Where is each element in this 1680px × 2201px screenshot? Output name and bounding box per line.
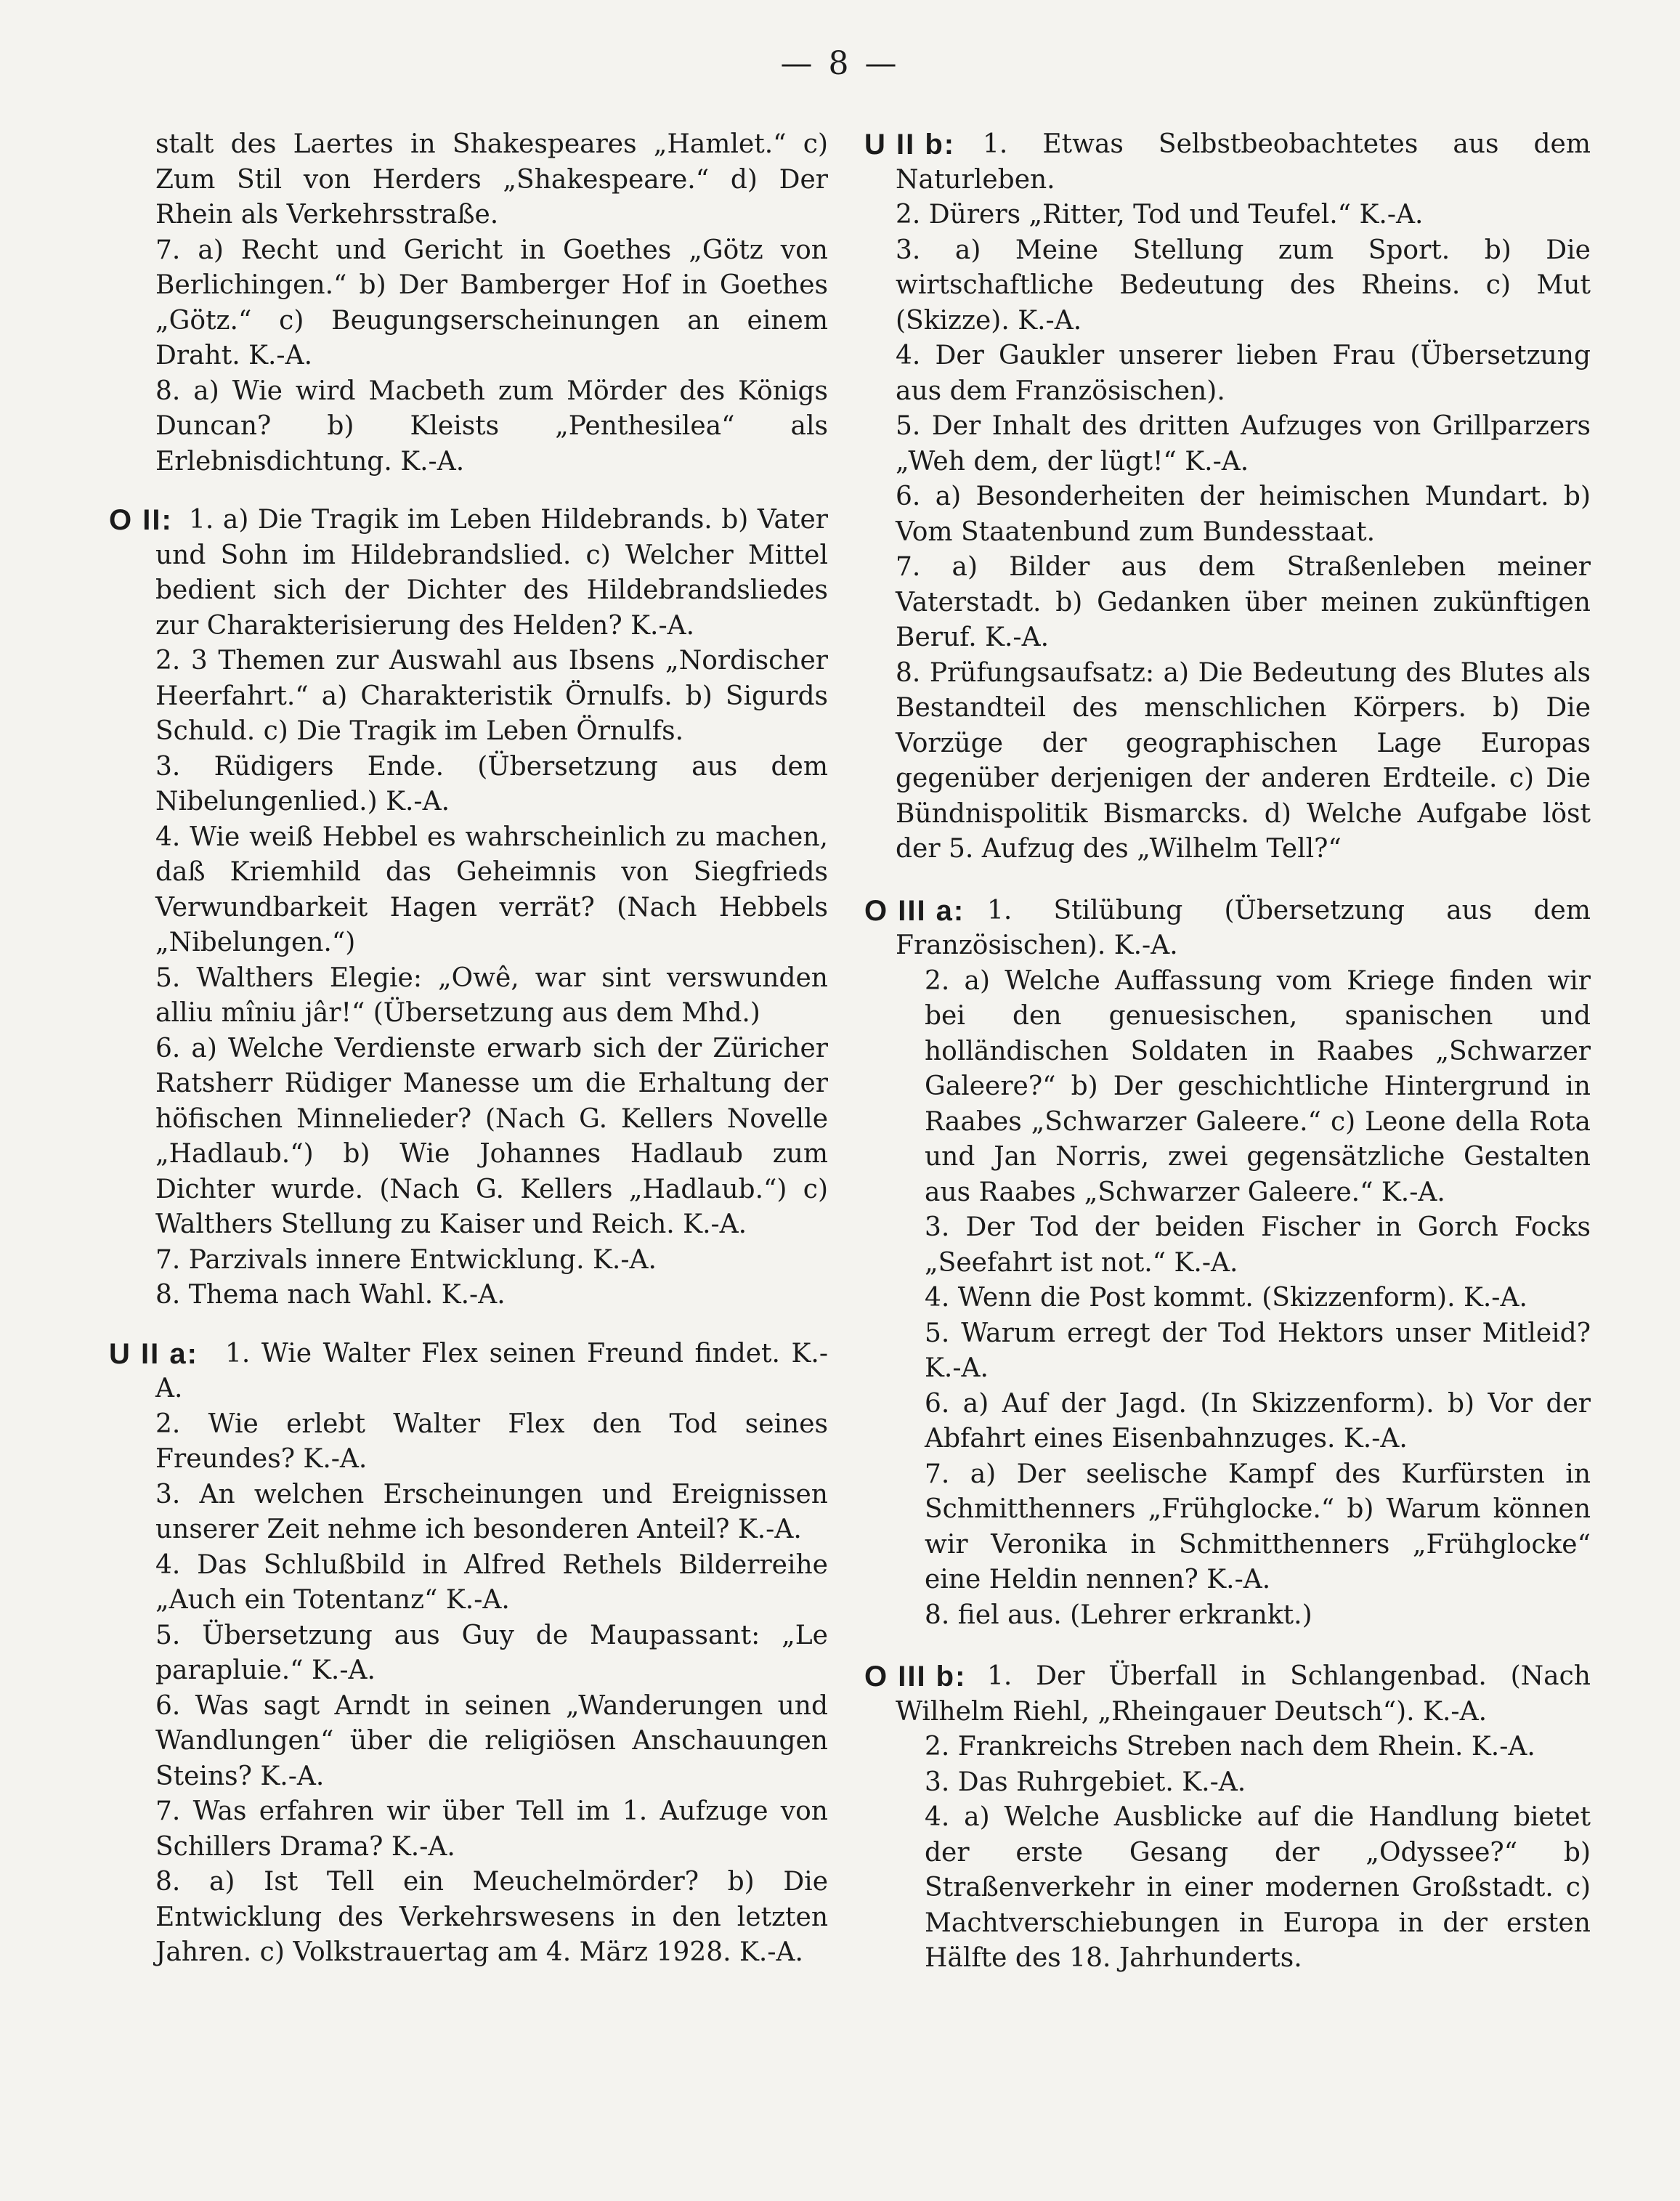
section-heading: U II a: [109,1337,198,1370]
list-item: 3. Das Ruhrgebiet. K.-A. [925,1767,1246,1797]
section-heading: U II b: [864,129,956,161]
list-item: 2. a) Welche Auffassung vom Kriege finden wir bei den genuesischen, spanischen und holländischen Soldaten in Raabes „Schwarzer Galeere?“ b) Der geschichtliche Hintergrund in Raabes „Schwarzer Galeere.“ c) Leone della Rota und Jan Norris, zwei gegensätzliche Gestalten aus Raabes „Schwarzer Galeere.“ K.-A. [925,965,1591,1207]
list-item: 1. a) Die Tragik im Leben Hildebrands. b) Vater und Sohn im Hildebrandslied. c) Welcher Mittel bedient sich der Dichter des Hildebrandsliedes zur Charakterisierung des Helden? K.-A. [155,505,828,641]
list-item: 5. Warum erregt der Tod Hektors unser Mitleid? K.-A. [925,1318,1591,1383]
section-o-iii-b [864,1659,1591,1977]
list-item: 2. Dürers „Ritter, Tod und Teufel.“ K.-A. [896,200,1424,230]
list-item: 8. a) Ist Tell ein Meuchelmörder? b) Die Entwicklung des Verkehrswesens in den letzten Jahren. c) Volkstrauertag am 4. März 1928. K.-A. [155,1867,828,1967]
list-item: 2. 3 Themen zur Auswahl aus Ibsens „Nordischer Heerfahrt.“ a) Charakteristik Örnulfs. b) Sigurds Schuld. c) Die Tragik im Leben Örnulfs. [155,646,828,746]
section-u-ii-a [109,1337,828,1971]
list-item: 1. Etwas Selbstbeobachtetes aus dem Naturleben. [896,129,1591,195]
list-item: 3. a) Meine Stellung zum Sport. b) Die wirtschaftliche Bedeutung des Rheins. c) Mut (Skizze). K.-A. [896,235,1591,336]
list-item: 7. a) Bilder aus dem Straßenleben meiner Vaterstadt. b) Gedanken über meinen zukünftigen Beruf. K.-A. [896,552,1591,652]
list-item: 2. Wie erlebt Walter Flex den Tod seines Freundes? K.-A. [155,1408,828,1474]
list-item: stalt des Laertes in Shakespeares „Hamlet.“ c) Zum Stil von Herders „Shakespeare.“ d) Der Rhein als Verkehrsstraße. [155,129,828,230]
list-item: 4. a) Welche Ausblicke auf die Handlung bietet der erste Gesang der „Odyssee?“ b) Straßenverkehr in einer modernen Großstadt. c) Machtverschiebungen in Europa in der ersten Hälfte des 18. Jahrhunderts. [925,1802,1591,1973]
list-item: 7. a) Recht und Gericht in Goethes „Götz von Berlichingen.“ b) Der Bamberger Hof in Goethes „Götz.“ c) Beugungserscheinungen an einem Draht. K.-A. [155,235,828,370]
section-o-ii [109,503,828,1313]
list-item: 8. a) Wie wird Macbeth zum Mörder des Königs Duncan? b) Kleists „Penthesilea“ als Erlebnisdichtung. K.-A. [155,376,828,477]
list-item: 5. Walthers Elegie: „Owê, war sint verswunden alliu mîniu jâr!“ (Übersetzung aus dem Mhd.) [155,962,828,1028]
list-item: 6. a) Welche Verdienste erwarb sich der Züricher Ratsherr Rüdiger Manesse um die Erhaltung der höfischen Minnelieder? (Nach G. Kellers Novelle „Hadlaub.“) b) Wie Johannes Hadlaub zum Dichter wurde. (Nach G. Kellers „Hadlaub.“) c) Walthers Stellung zu Kaiser und Reich. K.-A. [155,1033,828,1239]
section-heading: O III b: [864,1661,967,1693]
list-item: 6. a) Besonderheiten der heimischen Mundart. b) Vom Staatenbund zum Bundesstaat. [896,482,1591,547]
section-heading: O III a: [864,894,965,927]
list-item: 6. Was sagt Arndt in seinen „Wanderungen und Wandlungen“ über die religiösen Anschauungen Steins? K.-A. [155,1690,828,1791]
list-item: 1. Wie Walter Flex seinen Freund findet. K.-A. [155,1338,828,1403]
section-u-ii-b [864,127,1591,867]
list-item: 4. Das Schlußbild in Alfred Rethels Bilderreihe „Auch ein Totentanz“ K.-A. [155,1549,828,1615]
page-number: — 8 — [780,45,900,82]
list-item: 8. Thema nach Wahl. K.-A. [155,1280,506,1310]
list-item: 7. Was erfahren wir über Tell im 1. Aufzuge von Schillers Drama? K.-A. [155,1796,828,1862]
section-o-iii-a [864,893,1591,1634]
list-item: 7. Parzivals innere Entwicklung. K.-A. [155,1244,657,1275]
section-continuation [109,127,828,479]
list-item: 5. Übersetzung aus Guy de Maupassant: „Le parapluie.“ K.-A. [155,1620,828,1685]
list-item: 5. Der Inhalt des dritten Aufzuges von Grillparzers „Weh dem, der lügt!“ K.-A. [896,411,1591,477]
list-item: 3. An welchen Erscheinungen und Ereignissen unserer Zeit nehme ich besonderen Anteil? K.-A. [155,1479,828,1544]
list-item: 4. Der Gaukler unserer lieben Frau (Übersetzung aus dem Französischen). [896,341,1591,406]
list-item: 1. Stilübung (Übersetzung aus dem Französischen). K.-A. [896,895,1591,960]
list-item: 4. Wenn die Post kommt. (Skizzenform). K.-A. [925,1283,1527,1313]
list-item: 6. a) Auf der Jagd. (In Skizzenform). b) Vor der Abfahrt eines Eisenbahnzuges. K.-A. [925,1388,1591,1454]
right-column [864,127,1591,2003]
list-item: 3. Der Tod der beiden Fischer in Gorch Focks „Seefahrt ist not.“ K.-A. [925,1212,1591,1278]
left-column [109,127,828,1997]
list-item: 4. Wie weiß Hebbel es wahrscheinlich zu machen, daß Kriemhild das Geheimnis von Siegfrieds Verwundbarkeit Hagen verrät? (Nach Hebbels „Nibelungen.“) [155,822,828,957]
list-item: 2. Frankreichs Streben nach dem Rhein. K.-A. [925,1732,1535,1762]
list-item: 1. Der Überfall in Schlangenbad. (Nach Wilhelm Riehl, „Rheingauer Deutsch“). K.-A. [896,1661,1591,1727]
list-item: 3. Rüdigers Ende. (Übersetzung aus dem Nibelungenlied.) K.-A. [155,751,828,816]
list-item: 8. fiel aus. (Lehrer erkrankt.) [925,1600,1312,1630]
list-item: 7. a) Der seelische Kampf des Kurfürsten in Schmitthenners „Frühglocke.“ b) Warum können wir Veronika in Schmitthenners „Frühglocke“ eine Heldin nennen? K.-A. [925,1459,1591,1594]
section-heading: O II: [109,504,173,536]
list-item: 8. Prüfungsaufsatz: a) Die Bedeutung des Blutes als Bestandteil des menschlichen Körpers. b) Die Vorzüge der geographischen Lage Europas gegenüber derjenigen der anderen Erdteile. c) Die Bündnispolitik Bismarcks. d) Welche Aufgabe löst der 5. Aufzug des „Wilhelm Tell?“ [896,657,1591,864]
